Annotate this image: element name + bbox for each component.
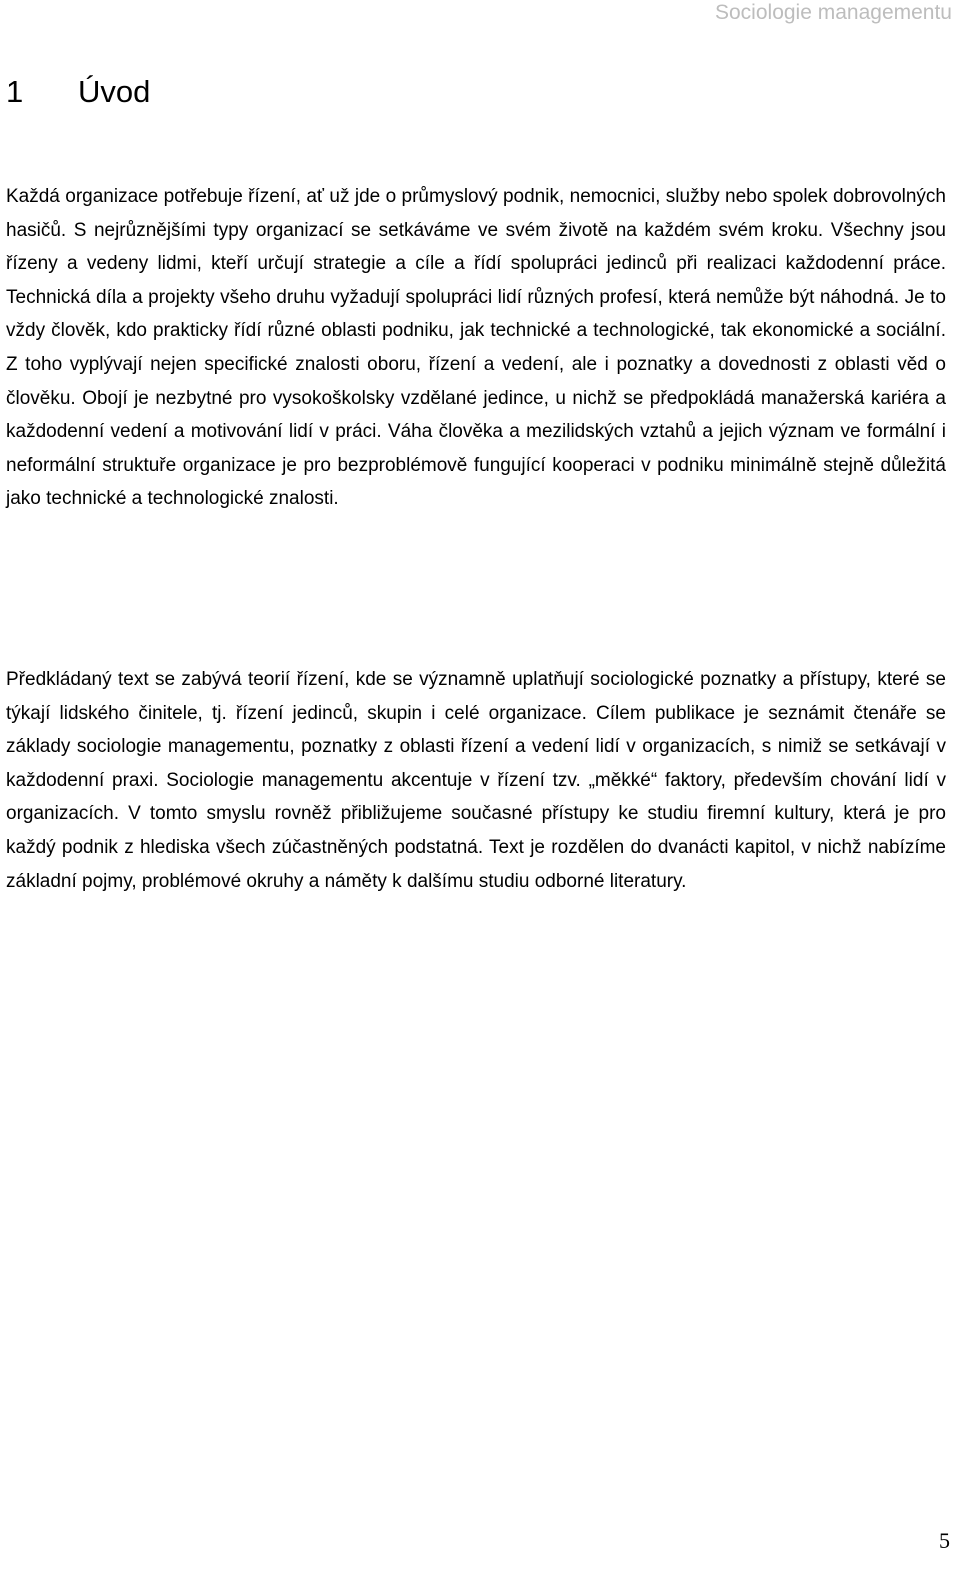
page-number: 5	[939, 1528, 950, 1553]
body-paragraph-2: Předkládaný text se zabývá teorií řízení, kde se významně uplatňují sociologické poznatky a přístupy, které se týkají lidského činitele, tj. řízení jedinců, skupin i celé organizace. Cílem publikace je seznámit čtenáře se základy sociologie managementu, poznatky z oblasti řízení a vedení lidí v organizacích, s nimiž se setkávají v každodenní praxi. Sociologie managementu akcentuje v řízení tzv. „měkké“ faktory, především chování lidí v organizacích. V tomto smyslu rovněž přibližujeme současné přístupy ke studiu firemní kultury, která je pro každý podnik z hlediska všech zúčastněných podstatná. Text je rozdělen do dvanácti kapitol, v nichž nabízíme základní pojmy, problémové okruhy a náměty k dalšímu studiu odborné literatury.	[6, 669, 946, 892]
chapter-title: Úvod	[78, 74, 151, 109]
body-paragraph-1: Každá organizace potřebuje řízení, ať už jde o průmyslový podnik, nemocnici, služby nebo spolek dobrovolných hasičů. S nejrůznějšími typy organizací se setkáváme ve svém životě na každém svém kroku. Všechny jsou řízeny a vedeny lidmi, kteří určují strategie a cíle a řídí spolupráci jedinců při realizaci každodenní práce. Technická díla a projekty všeho druhu vyžadují spolupráci lidí různých profesí, která nemůže být náhodná. Je to vždy člověk, kdo prakticky řídí různé oblasti podniku, jak technické a technologické, tak ekonomické a sociální. Z toho vyplývají nejen specifické znalosti oboru, řízení a vedení, ale i poznatky a dovednosti z oblasti věd o člověku. Obojí je nezbytné pro vysokoškolsky vzdělané jedince, u nichž se předpokládá manažerská kariéra a každodenní vedení a motivování lidí v práci. Váha člověka a mezilidských vztahů a jejich význam ve formální i neformální struktuře organizace je pro bezproblémově fungující kooperaci v podniku minimálně stejně důležitá jako technické a technologické znalosti.	[6, 186, 946, 510]
chapter-heading	[6, 70, 150, 114]
chapter-number: 1	[6, 74, 24, 109]
running-header: Sociologie managementu	[715, 1, 952, 24]
